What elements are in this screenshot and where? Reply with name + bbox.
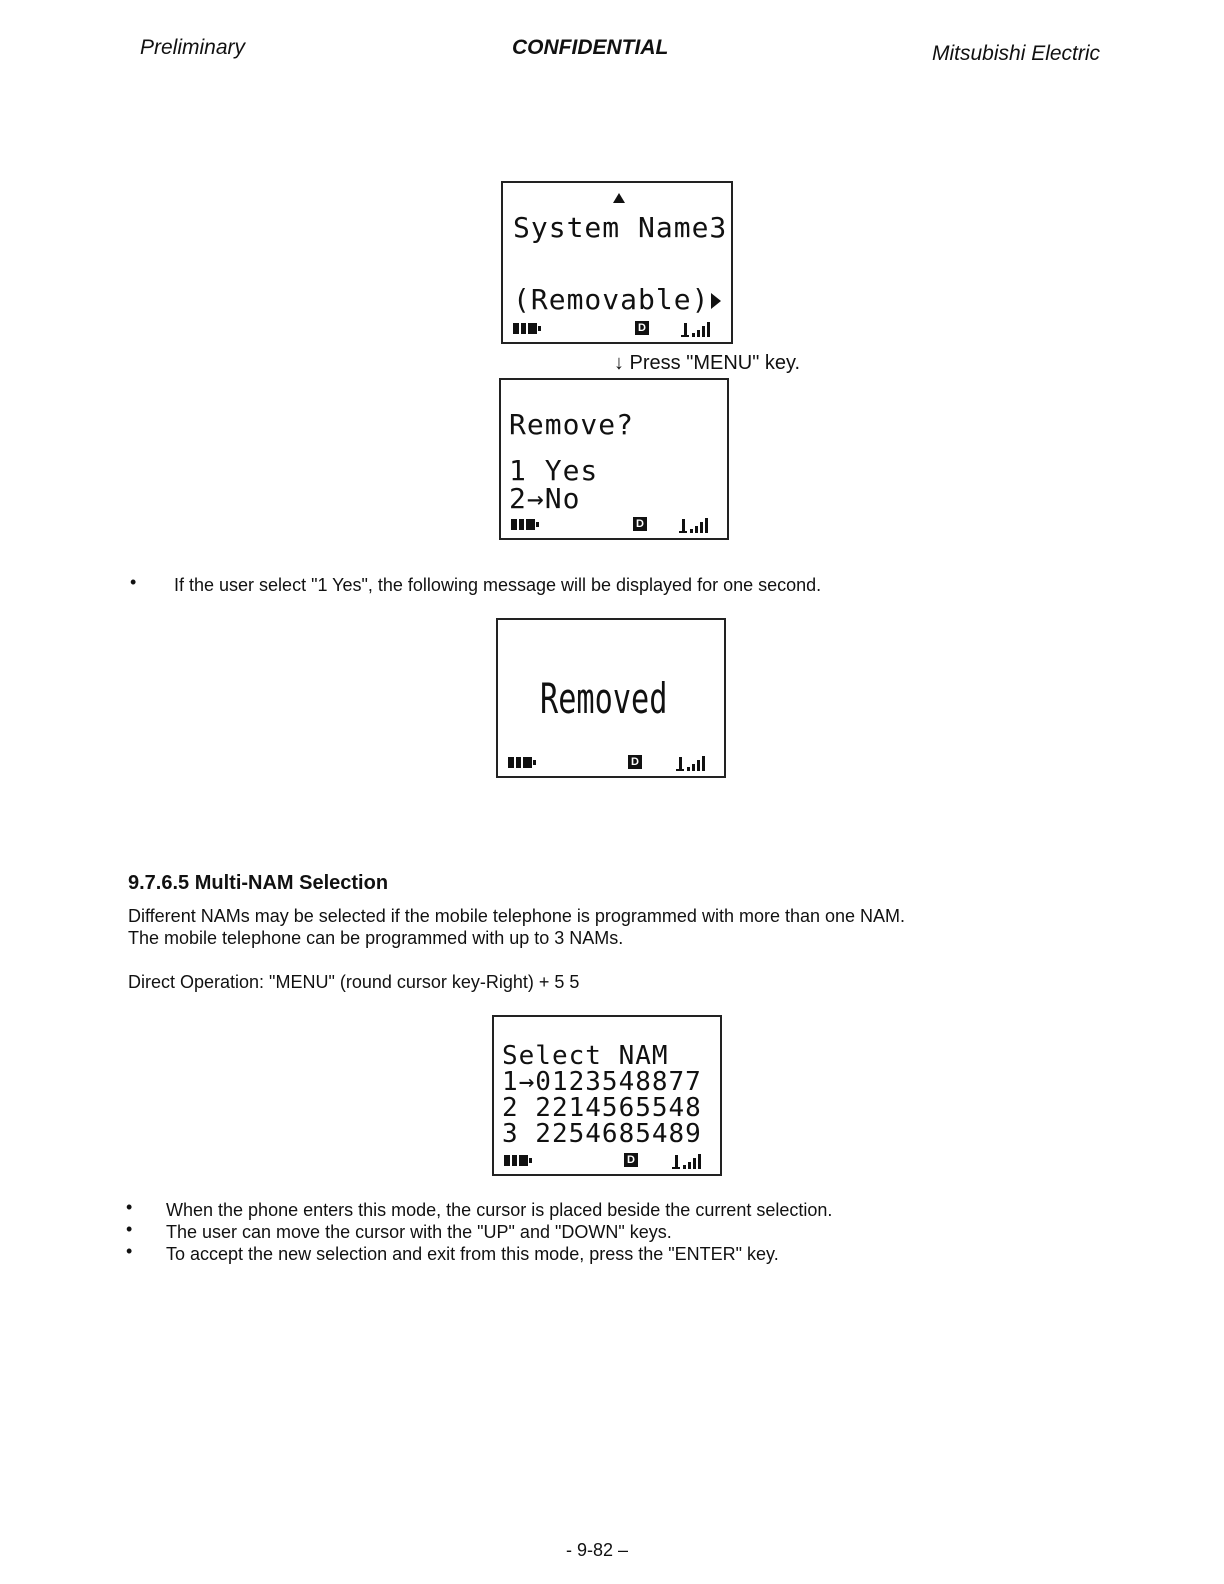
bullet-item: When the phone enters this mode, the cursor is placed beside the current selection. bbox=[166, 1200, 833, 1220]
header-right: Mitsubishi Electric bbox=[932, 42, 1101, 65]
lcd-line-1: Select NAM bbox=[502, 1041, 669, 1071]
battery-icon bbox=[513, 323, 537, 334]
lcd-line-2 bbox=[513, 283, 721, 316]
lcd-line-2-text: (Removable) bbox=[513, 283, 710, 316]
bullet-marker: • bbox=[130, 572, 137, 592]
lcd-line-3: 2→No bbox=[509, 482, 581, 515]
lcd-screen-remove-confirm bbox=[499, 378, 729, 540]
digital-mode-badge: D bbox=[633, 517, 647, 531]
lcd-line-4: 3 2254685489 bbox=[502, 1119, 702, 1149]
digital-mode-badge: D bbox=[635, 321, 649, 335]
section-title: 9.7.6.5 Multi-NAM Selection bbox=[128, 872, 389, 894]
bullet-marker: • bbox=[126, 1197, 133, 1217]
bullet-marker: • bbox=[126, 1219, 133, 1239]
digital-mode-badge: D bbox=[624, 1153, 638, 1167]
lcd-line-2: 1 Yes bbox=[509, 454, 599, 487]
step-caption: ↓ Press "MENU" key. bbox=[614, 352, 801, 374]
lcd-line-1: Removed bbox=[540, 674, 668, 723]
direct-operation: Direct Operation: "MENU" (round cursor key-Right) + 5 5 bbox=[128, 972, 580, 992]
status-bar bbox=[511, 517, 713, 533]
status-bar bbox=[504, 1153, 706, 1169]
header-left: Preliminary bbox=[140, 36, 246, 59]
lcd-line-2: 1→0123548877 bbox=[502, 1067, 702, 1097]
status-bar bbox=[513, 321, 717, 337]
battery-icon bbox=[504, 1155, 528, 1166]
section-paragraph-line-2: The mobile telephone can be programmed with up to 3 NAMs. bbox=[128, 928, 624, 948]
page-number: - 9-82 – bbox=[566, 1540, 629, 1560]
signal-strength-icon bbox=[679, 517, 713, 533]
signal-strength-icon bbox=[672, 1153, 706, 1169]
battery-icon bbox=[508, 757, 532, 768]
lcd-screen-removed bbox=[496, 618, 726, 778]
signal-strength-icon bbox=[676, 755, 710, 771]
section-paragraph-line-1: Different NAMs may be selected if the mobile telephone is programmed with more than one NAM. bbox=[128, 906, 906, 926]
scroll-up-arrow-icon bbox=[613, 193, 625, 203]
lcd-line-1: Remove? bbox=[509, 408, 635, 441]
lcd-line-1: System Name3 bbox=[513, 211, 728, 244]
bullet-marker: • bbox=[126, 1241, 133, 1261]
bullet-item: The user can move the cursor with the "UP" and "DOWN" keys. bbox=[166, 1222, 672, 1242]
digital-mode-badge: D bbox=[628, 755, 642, 769]
battery-icon bbox=[511, 519, 535, 530]
status-bar bbox=[508, 755, 710, 771]
removed-message-note: If the user select "1 Yes", the following message will be displayed for one second. bbox=[174, 575, 822, 595]
bullet-item: To accept the new selection and exit from this mode, press the "ENTER" key. bbox=[166, 1244, 779, 1264]
lcd-screen-select-nam bbox=[492, 1015, 722, 1176]
right-arrow-icon bbox=[711, 293, 721, 309]
lcd-screen-system-name bbox=[501, 181, 733, 344]
lcd-line-3: 2 2214565548 bbox=[502, 1093, 702, 1123]
header-center: CONFIDENTIAL bbox=[512, 36, 669, 59]
signal-strength-icon bbox=[681, 321, 715, 337]
